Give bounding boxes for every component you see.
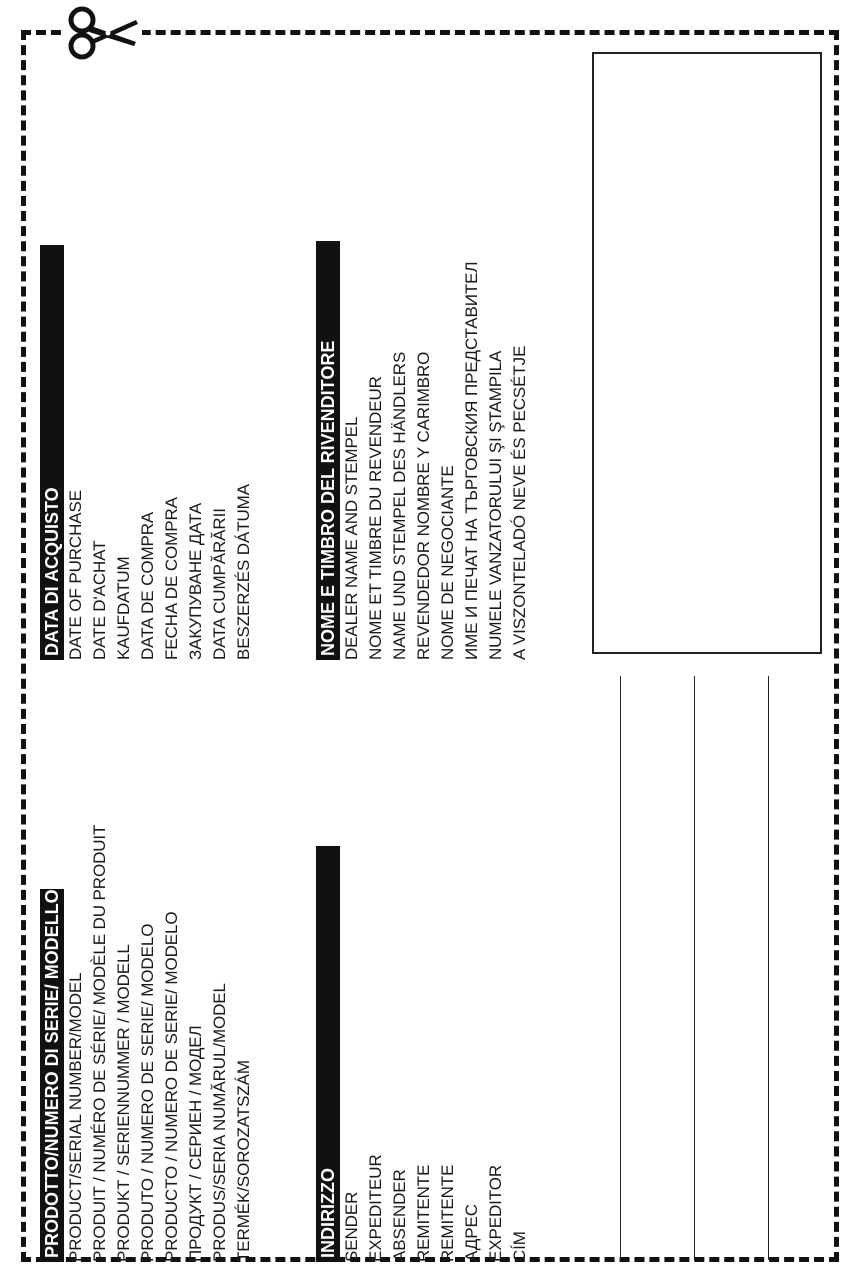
- address-writing-line[interactable]: [768, 676, 769, 1260]
- address-line: ABSENDER: [390, 1169, 409, 1262]
- date-line: DATE D'ACHAT: [90, 540, 109, 660]
- dealer-line: NOME ET TIMBRE DU REVENDEUR: [366, 376, 385, 660]
- dealer-stamp-box[interactable]: [592, 52, 822, 654]
- address-heading: INDIRIZZO: [316, 1168, 340, 1262]
- date-line: DATA DE COMPRA: [138, 511, 157, 660]
- address-section: [316, 846, 532, 1262]
- product-line: PRODUKT / SERIENNUMMER / MODELL: [114, 944, 133, 1262]
- address-line: REMITENTE: [414, 1164, 433, 1262]
- product-line: ПРОДУКТ / СЕРИЕН / МОДЕЛ: [186, 1025, 205, 1262]
- product-line: PRODUS/SERIA NUMĂRUL/MODEL: [210, 983, 229, 1262]
- dealer-line: A VISZONTELADÓ NEVE ÉS PECSÉTJE: [510, 345, 529, 660]
- product-line: PRODUCT/SERIAL NUMBER/MODEL: [66, 972, 85, 1262]
- date-line: DATA CUMPĂRĂRII: [210, 508, 229, 660]
- address-writing-line[interactable]: [620, 676, 621, 1260]
- date-of-purchase-section: [40, 245, 256, 660]
- date-heading: DATA DI ACQUISTO: [40, 487, 64, 660]
- date-line: DATE OF PURCHASE: [66, 490, 85, 660]
- dealer-line: NOME DE NEGOCIANTE: [438, 465, 457, 660]
- address-writing-line[interactable]: [694, 676, 695, 1260]
- address-line: REMITENTE: [438, 1164, 457, 1262]
- dealer-line: NAME UND STEMPEL DES HÄNDLERS: [390, 351, 409, 660]
- dealer-name-stamp-section: [316, 241, 532, 660]
- product-line: TERMÉK/SOROZATSZÁM: [234, 1060, 253, 1262]
- product-heading: PRODOTTO/NUMERO DI SERIE/ MODELLO: [40, 889, 64, 1262]
- address-line: АДРЕС: [462, 1204, 481, 1262]
- dealer-line: NUMELE VANZATORULUI ŞI ŞTAMPILA: [486, 350, 505, 660]
- address-line: EXPEDITEUR: [366, 1154, 385, 1262]
- date-line: ЗАКУПУВАНЕ ДАТА: [186, 502, 205, 660]
- dealer-heading: NOME E TIMBRO DEL RIVENDITORE: [316, 341, 340, 660]
- address-line: EXPEDITOR: [486, 1164, 505, 1262]
- product-line: PRODUCTO / NUMERO DE SERIE/ MODELO: [162, 911, 181, 1262]
- dealer-line: ИМЕ И ПЕЧАТ НА ТЪРГОВСКИЯ ПРЕДСТАВИТЕЛ: [462, 261, 481, 660]
- dealer-line: REVENDEDOR NOMBRE Y CARIMBRO: [414, 351, 433, 660]
- dealer-line: DEALER NAME AND STEMPEL: [342, 416, 361, 660]
- date-line: FECHA DE COMPRA: [162, 497, 181, 660]
- address-line: CÍM: [510, 1231, 529, 1262]
- date-line: KAUFDATUM: [114, 556, 133, 660]
- product-line: PRODUTO / NUMERO DE SERIE/ MODELO: [138, 923, 157, 1262]
- product-line: PRODUIT / NUMÉRO DE SÉRIE/ MODÈLE DU PRODUIT: [90, 824, 109, 1262]
- product-serial-model-section: [40, 812, 256, 1262]
- scissors-icon: [62, 2, 142, 62]
- date-line: BESZERZÉS DÁTUMA: [234, 484, 253, 660]
- address-line: SENDER: [342, 1191, 361, 1262]
